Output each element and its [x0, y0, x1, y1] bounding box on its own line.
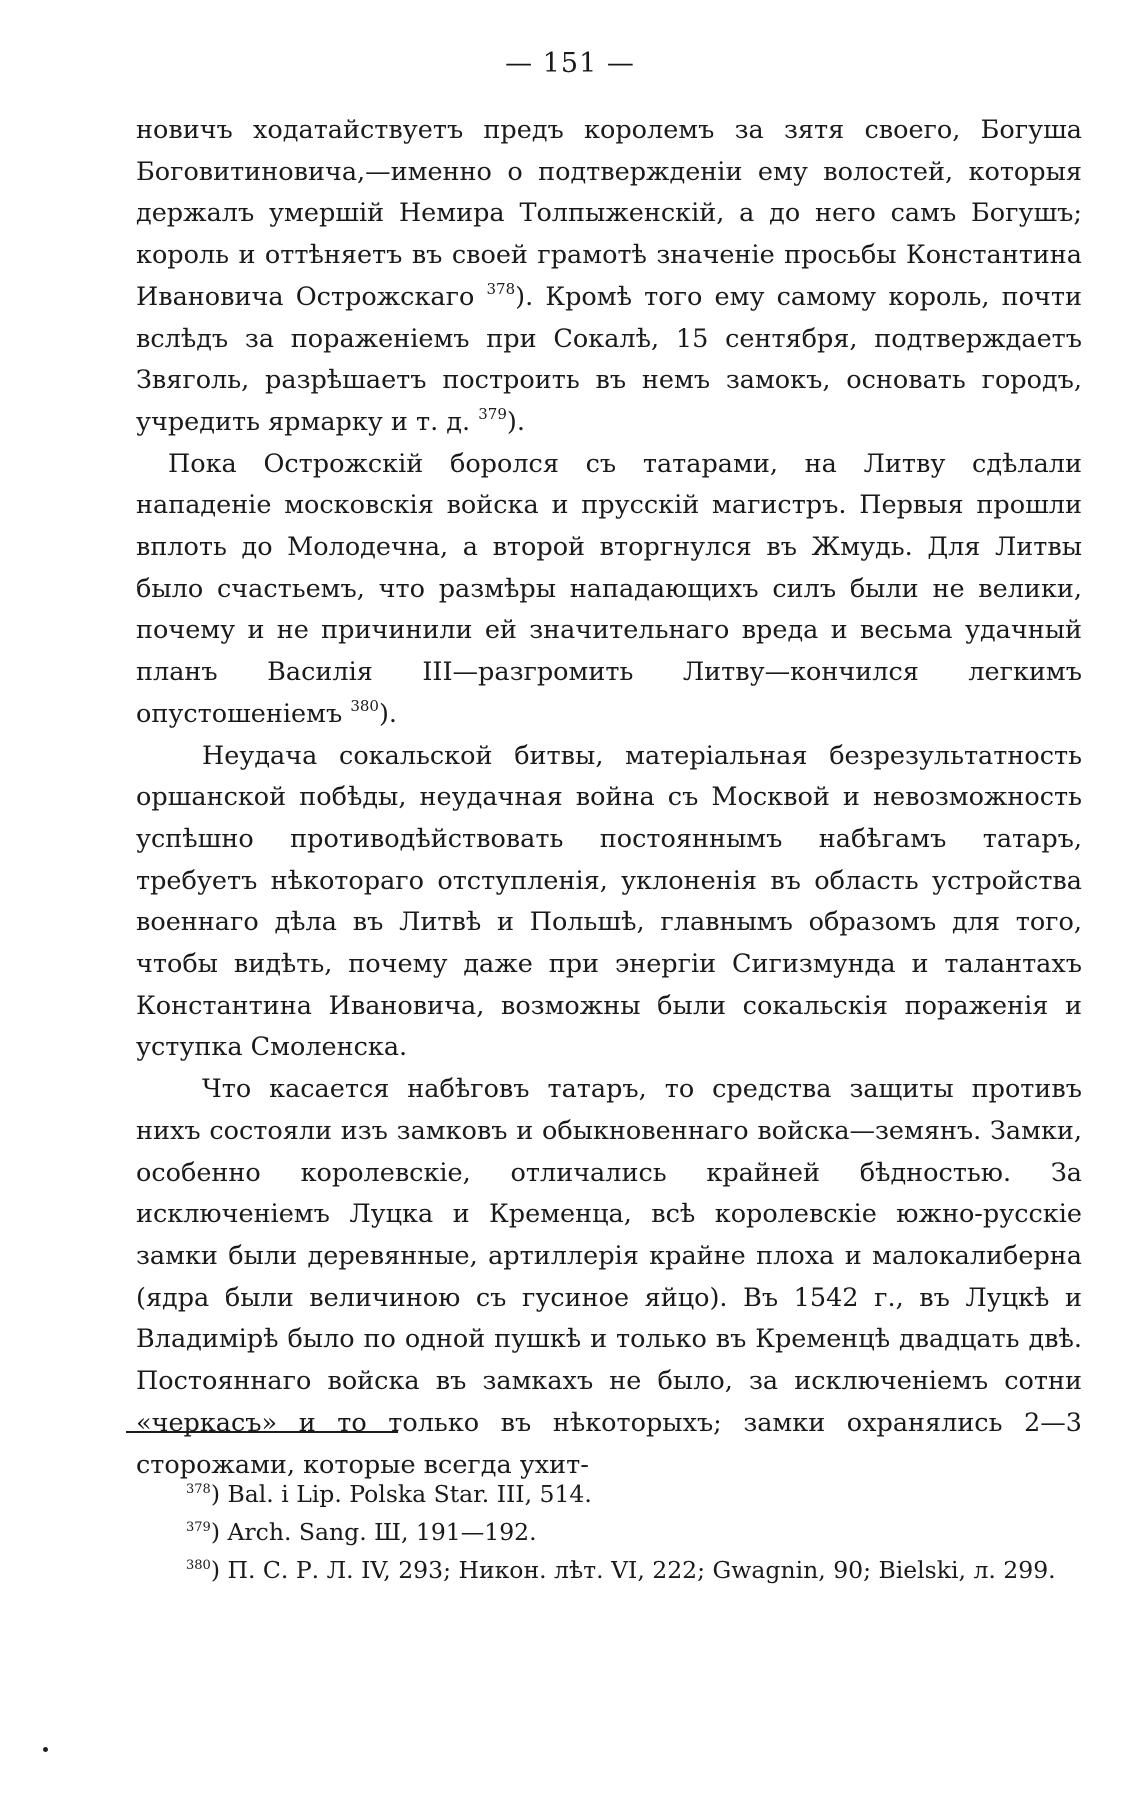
- paragraph-2: [136, 444, 1082, 736]
- footnotes: [124, 1475, 1082, 1589]
- paragraph-4: [136, 1069, 1082, 1486]
- paragraph-1: [136, 110, 1082, 444]
- footnote-ref-380[interactable]: 380: [350, 696, 379, 715]
- footnote-ref-378[interactable]: 378: [486, 279, 516, 298]
- ink-speck: [43, 1747, 48, 1752]
- main-text: [136, 110, 1082, 1486]
- footnote-number: 379: [186, 1520, 211, 1535]
- paragraph-3: [136, 736, 1082, 1070]
- footnote-text: ) П. С. Р. Л. IV, 293; Никон. лѣт. VI, 222; Gwagnin, 90; Bielski, л. 299.: [210, 1556, 1056, 1584]
- footnote-378: [124, 1475, 1082, 1513]
- paragraph-text: новичъ ходатайствуетъ предъ королемъ за зятя своего, Богуша Боговитиновича,—именно о подтвержденіи ему волостей, которыя держалъ умершій Немира Толпыженскій, а до него самъ Богушъ; король и оттѣняетъ въ своей грамотѣ значеніе просьбы Константина Ивановича Острожскаго: [136, 115, 1082, 312]
- paragraph-text: ).: [506, 406, 525, 437]
- paragraph-text: Что касается набѣговъ татаръ, то средства защиты противъ нихъ состояли изъ замковъ и обыкновеннаго войска—земянъ. Замки, особенно королевскіе, отличались крайней бѣдностью. За исключеніемъ Луцка и Кременца, всѣ королевскіе южно-русскіе замки были деревянные, артиллерія крайне плоха и малокалиберна (ядра были величиною съ гусиное яйцо). Въ 1542 г., въ Луцкѣ и Владимірѣ было по одной пушкѣ и только въ Кременцѣ двадцать двѣ. Постояннаго войска въ замкахъ не было, за исключеніемъ сотни «черкасъ» и то только въ нѣкоторыхъ; замки охранялись 2—3 сторожами, которые всегда ухит-: [136, 1074, 1082, 1480]
- footnote-text: ) Bal. i Lip. Polska Star. III, 514.: [210, 1480, 592, 1508]
- footnote-text: ) Arch. Sang. Ш, 191—192.: [210, 1518, 537, 1546]
- footnote-number: 380: [186, 1558, 211, 1573]
- footnote-379: [124, 1513, 1082, 1551]
- footnote-ref-379[interactable]: 379: [478, 404, 507, 423]
- paragraph-text: Пока Острожскій боролся съ татарами, на Литву сдѣлали нападеніе московскія войска и прусскій магистръ. Первыя прошли вплоть до Молодечна, а второй вторгнулся въ Жмудь. Для Литвы было счастьемъ, что размѣры нападающихъ силъ были не велики, почему и не причинили ей значительнаго вреда и весьма удачный планъ Василія III—разгромить Литву—кончился легкимъ опустошеніемъ: [136, 448, 1082, 729]
- paragraph-text: Неудача сокальской битвы, матеріальная безрезультатность оршанской побѣды, неудачная война съ Москвой и невозможность успѣшно противодѣйствовать постояннымъ набѣгамъ татаръ, требуетъ нѣкотораго отступленія, уклоненія въ область устройства военнаго дѣла въ Литвѣ и Польшѣ, главнымъ образомъ для того, чтобы видѣть, почему даже при энергіи Сигизмунда и талантахъ Константина Ивановича, возможны были сокальскія пораженія и уступка Смоленска.: [136, 740, 1082, 1063]
- paragraph-text: ).: [378, 698, 398, 729]
- footnote-number: 378: [186, 1482, 211, 1497]
- paragraph-text: ). Кромѣ того ему самому король, почти вслѣдъ за пораженіемъ при Сокалѣ, 15 сентября, подтверждаетъ Звяголь, разрѣшаетъ построить въ немъ замокъ, основать городъ, учредить ярмарку и т. д.: [136, 281, 1082, 437]
- page-number: — 151 —: [505, 48, 635, 79]
- footnote-divider: [126, 1431, 398, 1433]
- footnote-380: [124, 1551, 1082, 1589]
